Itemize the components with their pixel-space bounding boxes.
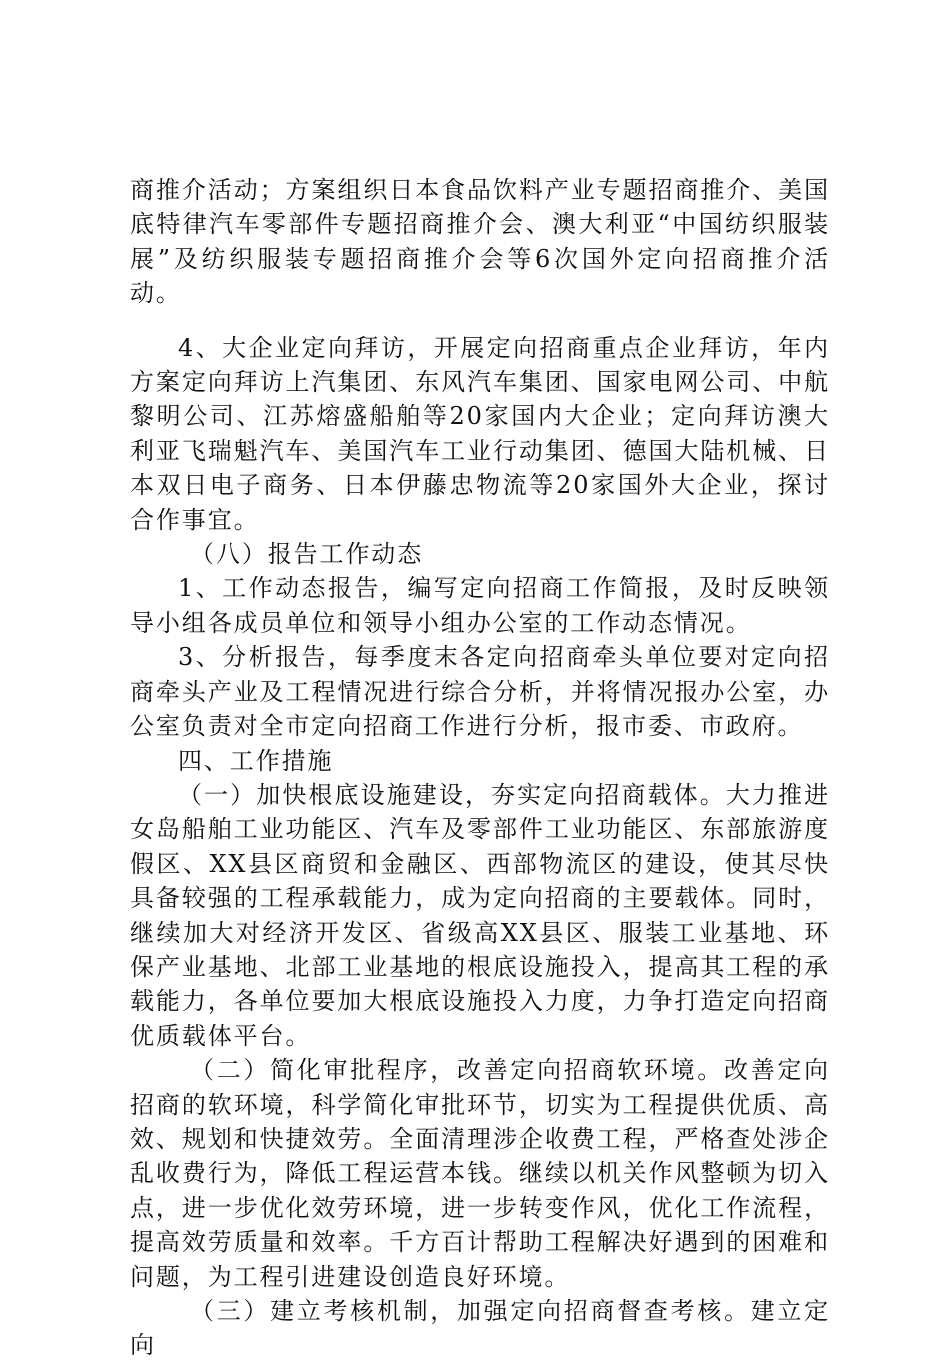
section-heading-work-measures: 四、工作措施: [178, 746, 334, 775]
paragraph-approval-simplification: （二）简化审批程序，改善定向招商软环境。改善定向招商的软环境，科学简化审批环节，切实为工程提供优质、高效、规划和快捷效劳。全面清理涉企收费工程，严格查处涉企乱收费行为，降低工程运营本钱。继续以机关作风整顿为切入点，进一步优化效劳环境，进一步转变作风，优化工作流程，提高效劳质量和效率。千方百计帮助工程解决好遇到的困难和问题，为工程引进建设创造良好环境。: [130, 1056, 830, 1291]
paragraph-overseas-promotion: 商推介活动；方案组织日本食品饮料产业专题招商推介、美国底特律汽车零部件专题招商推介会、澳大利亚“中国纺织服装展”及纺织服装专题招商推介会等6次国外定向招商推介活动。: [130, 176, 830, 308]
section-heading-report-dynamics: （八）报告工作动态: [190, 540, 424, 569]
document-body: [130, 173, 830, 1363]
paragraph-analysis-report: 3、分析报告，每季度末各定向招商牵头单位要对定向招商牵头产业及工程情况进行综合分析，并将情况报办公室，办公室负责对全市定向招商工作进行分析，报市委、市政府。: [130, 643, 830, 741]
paragraph-work-report: 1、工作动态报告，编写定向招商工作简报，及时反映领导小组各成员单位和领导小组办公室的工作动态情况。: [130, 574, 830, 637]
paragraph-infrastructure: （一）加快根底设施建设，夯实定向招商载体。大力推进女岛船舶工业功能区、汽车及零部件工业功能区、东部旅游度假区、XX县区商贸和金融区、西部物流区的建设，使其尽快具备较强的工程承载能力，成为定向招商的主要载体。同时，继续加大对经济开发区、省级高XX县区、服装工业基地、环保产业基地、北部工业基地的根底设施投入，提高其工程的承载能力，各单位要加大根底设施投入力度，力争打造定向招商优质载体平台。: [130, 780, 830, 1050]
paragraph-enterprise-visits: 4、大企业定向拜访，开展定向招商重点企业拜访，年内方案定向拜访上汽集团、东风汽车集团、国家电网公司、中航黎明公司、江苏熔盛船舶等20家国内大企业；定向拜访澳大利亚飞瑞魁汽车、美国汽车工业行动集团、德国大陆机械、日本双日电子商务、日本伊藤忠物流等20家国外大企业，探讨合作事宜。: [130, 333, 830, 534]
paragraph-assessment-mechanism: （三）建立考核机制，加强定向招商督查考核。建立定向: [130, 1297, 830, 1360]
